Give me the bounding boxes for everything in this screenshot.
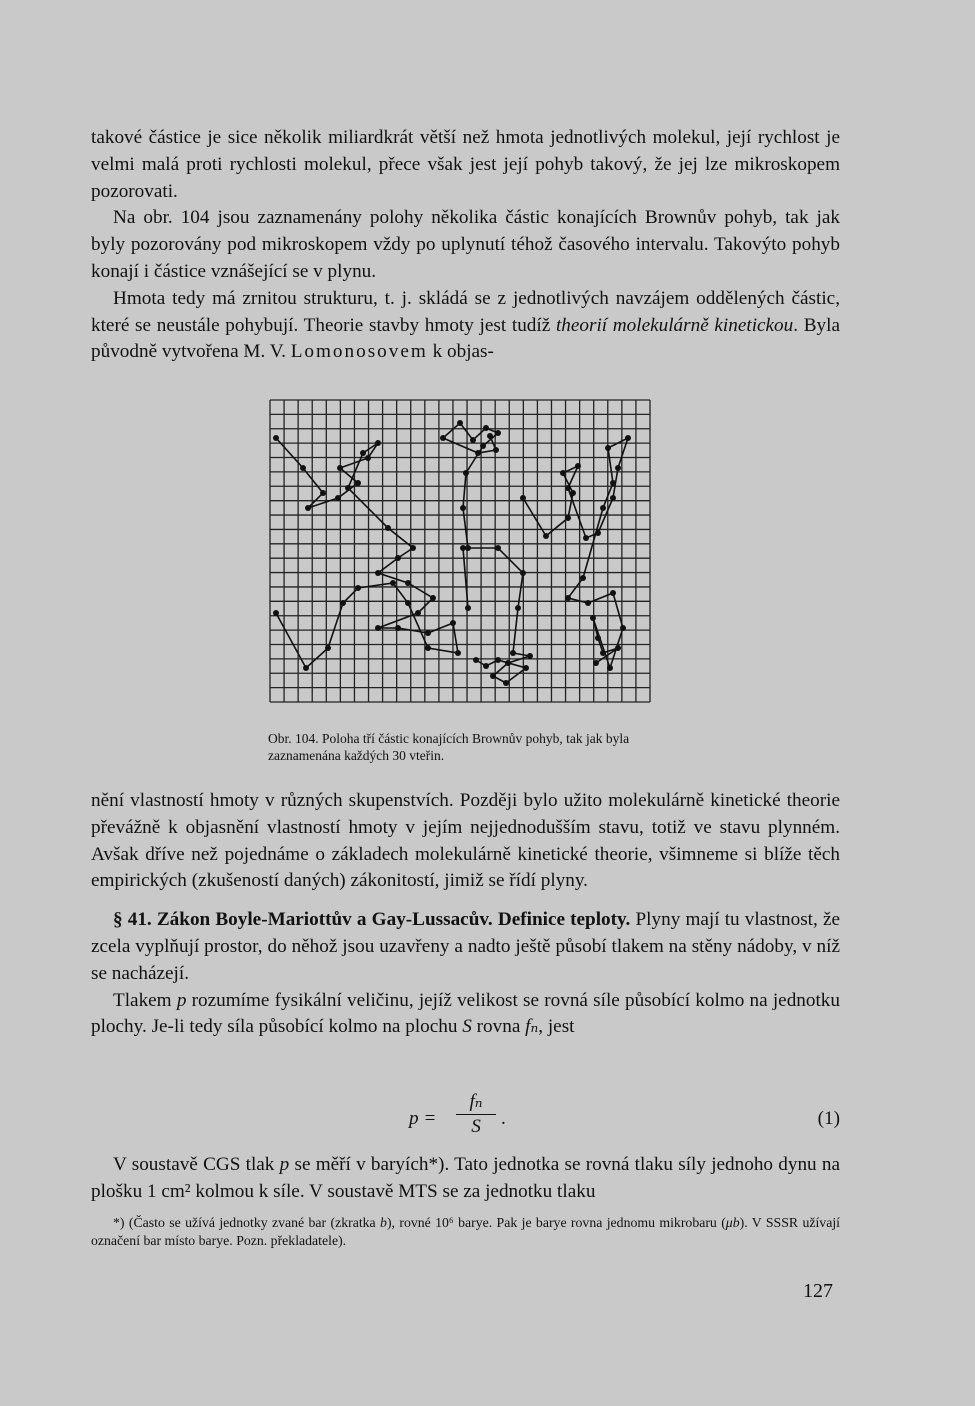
particle-dot [523,665,529,671]
particle-dot [325,645,331,651]
fraction-denominator: S [471,1116,481,1137]
particle-dot [465,545,471,551]
particle-dot [340,600,346,606]
fraction-numerator: fₙ [456,1090,496,1115]
particle-dot [450,620,456,626]
text-run: rovna [471,1016,526,1038]
particle-dot [410,545,416,551]
particle-dot [460,505,466,511]
symbol-fn: fₙ [525,1016,539,1038]
particle-dot [360,450,366,456]
paragraph-3 [91,286,840,366]
particle-dot [470,437,476,443]
particle-dot [483,663,489,669]
brownian-motion-figure [268,398,652,704]
particle-dot [585,600,591,606]
particle-dot [440,435,446,441]
particle-dot [490,673,496,679]
text-run: rozumíme fysikální veličinu, jejíž velikost se rovná síle působící kolmo na jednotku plochy. Je-li tedy síla působící kolmo na plochu [91,989,840,1038]
symbol-p: p [176,989,187,1011]
particle-dot [495,657,501,663]
particle-dot [527,653,533,659]
paragraph-4: nění vlastností hmoty v různých skupenstvích. Později bylo užito molekulárně kinetické theorie převážně k objasnění vlastností hmoty v jejím nejjednodušším stavu, totiž ve stavu plynném. Avšak dříve než pojednáme o základech molekulárně kinetické theorie, všimneme si blíže těch empirických (zkušeností daných) zákonitostí, jimiž se řídí plyny. [91,790,840,892]
particle-dot [345,485,351,491]
particle-dot [320,490,326,496]
text-run: ), rovné 10⁶ barye. Pak je barye rovna jednomu mikrobaru ( [386,1215,726,1230]
particle-dot [415,610,421,616]
paragraph-2: Na obr. 104 jsou zaznamenány polohy několika částic konajících Brownův pohyb, tak jak byly pozorovány pod mikroskopem vždy po uplynutí téhož časového intervalu. Takovýto pohyb konají i částice vznášející se v plynu. [91,207,840,282]
particle-dot [405,600,411,606]
particle-dot [487,433,493,439]
particle-dot [463,470,469,476]
equation-number: (1) [817,1108,840,1129]
particle-dot [605,445,611,451]
paragraph-3-text-3: k objas- [427,341,494,363]
symbol-S: S [462,1016,472,1038]
particle-dot [473,657,479,663]
particle-dot [457,420,463,426]
particle-dot [560,470,566,476]
particle-dot [565,515,571,521]
particle-dot [335,495,341,501]
particle-dot [375,625,381,631]
particle-dot [520,570,526,576]
particle-dot [610,590,616,596]
footnote-text [91,1214,840,1250]
particle-dot [465,605,471,611]
particle-dot [495,545,501,551]
particle-dot [375,440,381,446]
particle-dot [480,443,486,449]
particle-dot [590,615,596,621]
particle-dot [615,645,621,651]
particle-dot [475,450,481,456]
section-heading: § 41. Zákon Boyle-Mariottův a Gay-Lussacův. Definice teploty. [113,909,631,931]
text-run: V soustavě CGS tlak [113,1154,280,1175]
text-block-cgs [91,1152,840,1206]
particle-dot [600,505,606,511]
symbol-mub: μb [725,1215,740,1230]
figure-caption: Obr. 104. Poloha tří částic konajících Brownův pohyb, tak jak byla zaznamenána každých 30 vteřin. [268,731,630,763]
particle-dot [580,575,586,581]
particle-dot [273,610,279,616]
particle-dot [575,463,581,469]
particle-dot [595,635,601,641]
text-run: Tlakem [113,989,177,1011]
particle-dot [305,505,311,511]
footnote [91,1214,840,1250]
particle-dot [300,465,306,471]
particle-dot [570,490,576,496]
page-number: 127 [803,1280,833,1302]
text-block-top [91,125,840,366]
particle-dot [543,533,549,539]
equation-lhs: p = [409,1108,437,1129]
equation-dot: . [501,1108,506,1129]
particle-dot [365,455,371,461]
particle-dot [565,485,571,491]
particle-dot [495,430,501,436]
spaced-name: Lomonosovem [290,341,428,363]
paragraph-3-text-2: . Byla původně vytvořena M. V. [91,314,840,363]
particle-dot [583,535,589,541]
text-run: , jest [538,1016,575,1038]
particle-dot [303,665,309,671]
particle-dot [390,580,396,586]
particle-dot [425,630,431,636]
section-paragraph [91,907,840,987]
paragraph-cgs [91,1152,840,1206]
particle-dot [355,585,361,591]
particle-dot [430,595,436,601]
particle-dot [593,660,599,666]
particle-dot [610,495,616,501]
particle-dot [505,660,511,666]
particle-dot [385,525,391,531]
equation-fraction [456,1090,496,1139]
particle-dot [620,625,626,631]
symbol-b: b [380,1215,387,1230]
text-run: se měří v baryích*). Tato jednotka se rovná tlaku síly jednoho dynu na plošku 1 cm² kolmou k síle. V soustavě MTS se za jednotku tlaku [91,1154,840,1202]
particle-dot [493,447,499,453]
particle-dot [520,495,526,501]
particle-dot [565,595,571,601]
particle-dot [483,425,489,431]
particle-dot [375,570,381,576]
italic-term: theorií molekulárně kinetickou [555,314,794,336]
particle-dot [337,465,343,471]
particle-dot [600,650,606,656]
particle-dot [395,625,401,631]
particle-dot [355,480,361,486]
text-block-bottom [91,788,840,1041]
particle-dot [610,480,616,486]
particle-dot [625,435,631,441]
particle-dot [510,650,516,656]
particle-dot [425,645,431,651]
particle-dot [615,465,621,471]
particle-dot [515,605,521,611]
text-run: ). V SSSR užívají označení bar místo barye. Pozn. překladatele). [91,1215,840,1248]
symbol-p: p [279,1154,290,1175]
particle-dot [595,530,601,536]
equation-1 [91,1090,840,1146]
text-run: *) (Často se užívá jednotky zvané bar (zkratka [113,1215,381,1230]
paragraph-pressure [91,988,840,1042]
particle-dot [503,680,509,686]
particle-dot [455,650,461,656]
particle-dot [607,665,613,671]
particle-dot [395,555,401,561]
paragraph-3-text: Hmota tedy má zrnitou strukturu, t. j. skládá se z jednotlivých navzájem oddělených částic, které se neustále pohybují. Theorie stavby hmoty jest tudíž [91,287,840,336]
particle-dot [273,435,279,441]
paragraph-1: takové částice je sice několik miliardkrát větší než hmota jednotlivých molekul, její rychlost je velmi malá proti rychlosti molekul, přece však jest její pohyb takový, že jej lze mikroskopem pozorovati. [91,127,840,202]
section-text: Plyny mají tu vlastnost, že zcela vyplňují prostor, do něhož jsou uzavřeny a nadto ještě působí tlakem na stěny nádoby, v níž se nacházejí. [91,909,840,984]
particle-dot [405,580,411,586]
